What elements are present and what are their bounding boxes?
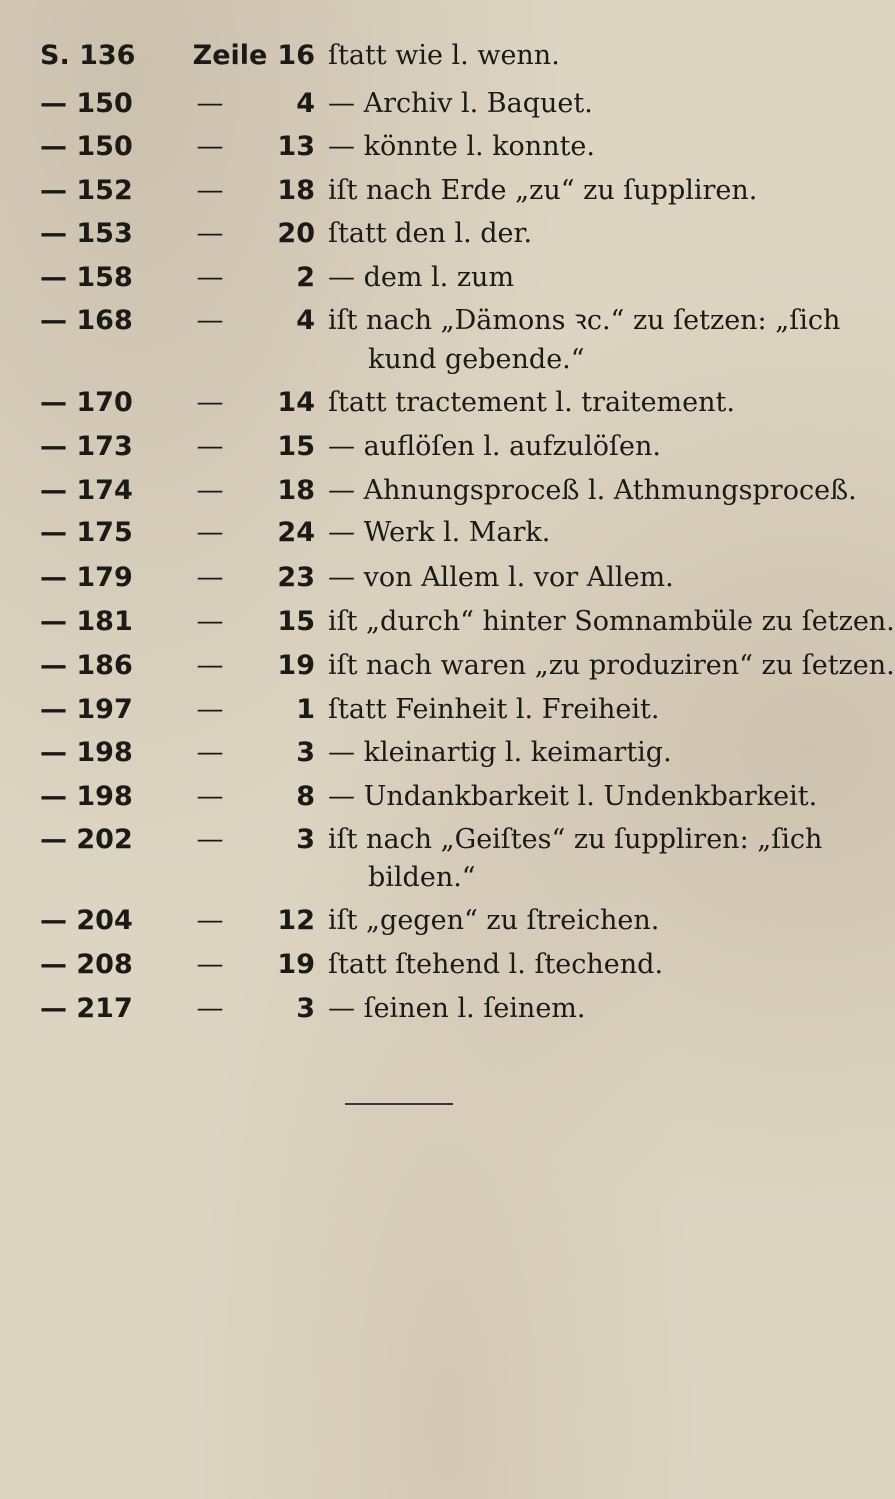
correction-text: — von Allem l. vor Allem. xyxy=(328,562,674,593)
line-number: 8 xyxy=(296,781,315,812)
correction-text: ſtatt Feinheit l. Freiheit. xyxy=(328,694,660,725)
separator-dash: — xyxy=(196,305,224,336)
page-ref: — 152 xyxy=(40,175,133,206)
line-number: 12 xyxy=(277,905,315,936)
errata-entry xyxy=(40,818,823,862)
errata-entry xyxy=(40,256,780,300)
separator-dash: — xyxy=(196,131,224,162)
separator-dash: — xyxy=(196,262,224,293)
line-number: 3 xyxy=(296,737,315,768)
correction-text: ſtatt tractement l. traitement. xyxy=(328,387,735,418)
zeile-label: Zeile xyxy=(192,40,268,71)
page-ref: — 198 xyxy=(40,781,133,812)
page-ref: — 158 xyxy=(40,262,133,293)
correction-text: — Undankbarkeit l. Undenkbarkeit. xyxy=(328,781,818,812)
line-number: 18 xyxy=(277,475,315,506)
errata-entry xyxy=(40,82,780,126)
separator-dash: — xyxy=(196,737,224,768)
correction-text: — kleinartig l. keimartig. xyxy=(328,737,672,768)
page-ref: — 197 xyxy=(40,694,133,725)
page-ref: — 175 xyxy=(40,517,133,548)
page-ref: — 170 xyxy=(40,387,133,418)
line-number: 4 xyxy=(296,305,315,336)
correction-text: iſt nach „Dämons ꝛc.“ zu ſetzen: „ſich xyxy=(328,305,841,336)
separator-dash: — xyxy=(196,905,224,936)
errata-entry xyxy=(40,425,780,469)
correction-text: — ſeinen l. ſeinem. xyxy=(328,993,586,1024)
separator-dash: — xyxy=(196,781,224,812)
separator-dash: — xyxy=(196,606,224,637)
page-ref: — 173 xyxy=(40,431,133,462)
line-number: 16 xyxy=(277,40,315,71)
errata-entry xyxy=(40,469,857,513)
line-number: 24 xyxy=(277,517,315,548)
errata-entry xyxy=(40,125,780,169)
separator-dash: — xyxy=(196,562,224,593)
errata-entry xyxy=(40,943,780,987)
page-ref: — 198 xyxy=(40,737,133,768)
correction-text: ſtatt ſtehend l. ſtechend. xyxy=(328,949,664,980)
line-number: 23 xyxy=(277,562,315,593)
page-ref: — 181 xyxy=(40,606,133,637)
errata-entry xyxy=(40,775,818,819)
correction-text: — Werk l. Mark. xyxy=(328,517,551,548)
correction-text: iſt „gegen“ zu ſtreichen. xyxy=(328,905,660,936)
line-number: 2 xyxy=(296,262,315,293)
page-ref: — 217 xyxy=(40,993,133,1024)
errata-entry xyxy=(40,731,780,775)
line-number: 15 xyxy=(277,431,315,462)
page-ref: — 150 xyxy=(40,131,133,162)
errata-entry xyxy=(40,688,780,732)
line-number: 3 xyxy=(296,993,315,1024)
correction-text: iſt „durch“ hinter Somnambüle zu ſetzen. xyxy=(328,606,895,637)
errata-entry xyxy=(40,644,895,688)
line-number: 20 xyxy=(277,218,315,249)
errata-header-row xyxy=(40,34,780,78)
errata-entry xyxy=(40,556,780,600)
errata-entry xyxy=(40,987,780,1031)
errata-entry xyxy=(40,299,841,343)
correction-continuation: bilden.“ xyxy=(368,862,476,893)
correction-text: — dem l. zum xyxy=(328,262,515,293)
line-number: 18 xyxy=(277,175,315,206)
separator-dash: — xyxy=(196,650,224,681)
separator-dash: — xyxy=(196,824,224,855)
page-ref: S. 136 xyxy=(40,40,136,71)
separator-dash: — xyxy=(196,88,224,119)
page-ref: — 174 xyxy=(40,475,133,506)
separator-dash: — xyxy=(196,387,224,418)
separator-dash: — xyxy=(196,694,224,725)
correction-continuation: kund gebende.“ xyxy=(368,344,585,375)
separator-dash: — xyxy=(196,993,224,1024)
separator-dash: — xyxy=(196,517,224,548)
separator-dash: — xyxy=(196,431,224,462)
errata-entry xyxy=(40,212,780,256)
page-ref: — 204 xyxy=(40,905,133,936)
errata-entry xyxy=(40,899,780,943)
line-number: 14 xyxy=(277,387,315,418)
correction-text: — Archiv l. Baquet. xyxy=(328,88,593,119)
line-number: 1 xyxy=(296,694,315,725)
errata-entry xyxy=(40,169,780,213)
page-ref: — 168 xyxy=(40,305,133,336)
correction-text: iſt nach „Geiſtes“ zu ſuppliren: „ſich xyxy=(328,824,823,855)
correction-text: — Ahnungsproceß l. Athmungsproceß. xyxy=(328,475,857,506)
page-ref: — 208 xyxy=(40,949,133,980)
line-number: 15 xyxy=(277,606,315,637)
errata-entry xyxy=(40,381,780,425)
page-ref: — 179 xyxy=(40,562,133,593)
page-ref: — 153 xyxy=(40,218,133,249)
correction-text: ſtatt wie l. wenn. xyxy=(328,40,560,71)
separator-dash: — xyxy=(196,949,224,980)
errata-entry xyxy=(40,511,780,555)
closing-rule xyxy=(345,1103,453,1105)
correction-text: iſt nach waren „zu produziren“ zu ſetzen. xyxy=(328,650,895,681)
line-number: 3 xyxy=(296,824,315,855)
separator-dash: — xyxy=(196,175,224,206)
line-number: 19 xyxy=(277,949,315,980)
correction-text: — könnte l. konnte. xyxy=(328,131,595,162)
page-ref: — 202 xyxy=(40,824,133,855)
line-number: 4 xyxy=(296,88,315,119)
correction-text: — auflöſen l. aufzulöſen. xyxy=(328,431,662,462)
correction-text: ſtatt den l. der. xyxy=(328,218,533,249)
line-number: 13 xyxy=(277,131,315,162)
errata-entry xyxy=(40,600,895,644)
page-ref: — 150 xyxy=(40,88,133,119)
separator-dash: — xyxy=(196,218,224,249)
correction-text: iſt nach Erde „zu“ zu ſuppliren. xyxy=(328,175,758,206)
page-ref: — 186 xyxy=(40,650,133,681)
line-number: 19 xyxy=(277,650,315,681)
separator-dash: — xyxy=(196,475,224,506)
